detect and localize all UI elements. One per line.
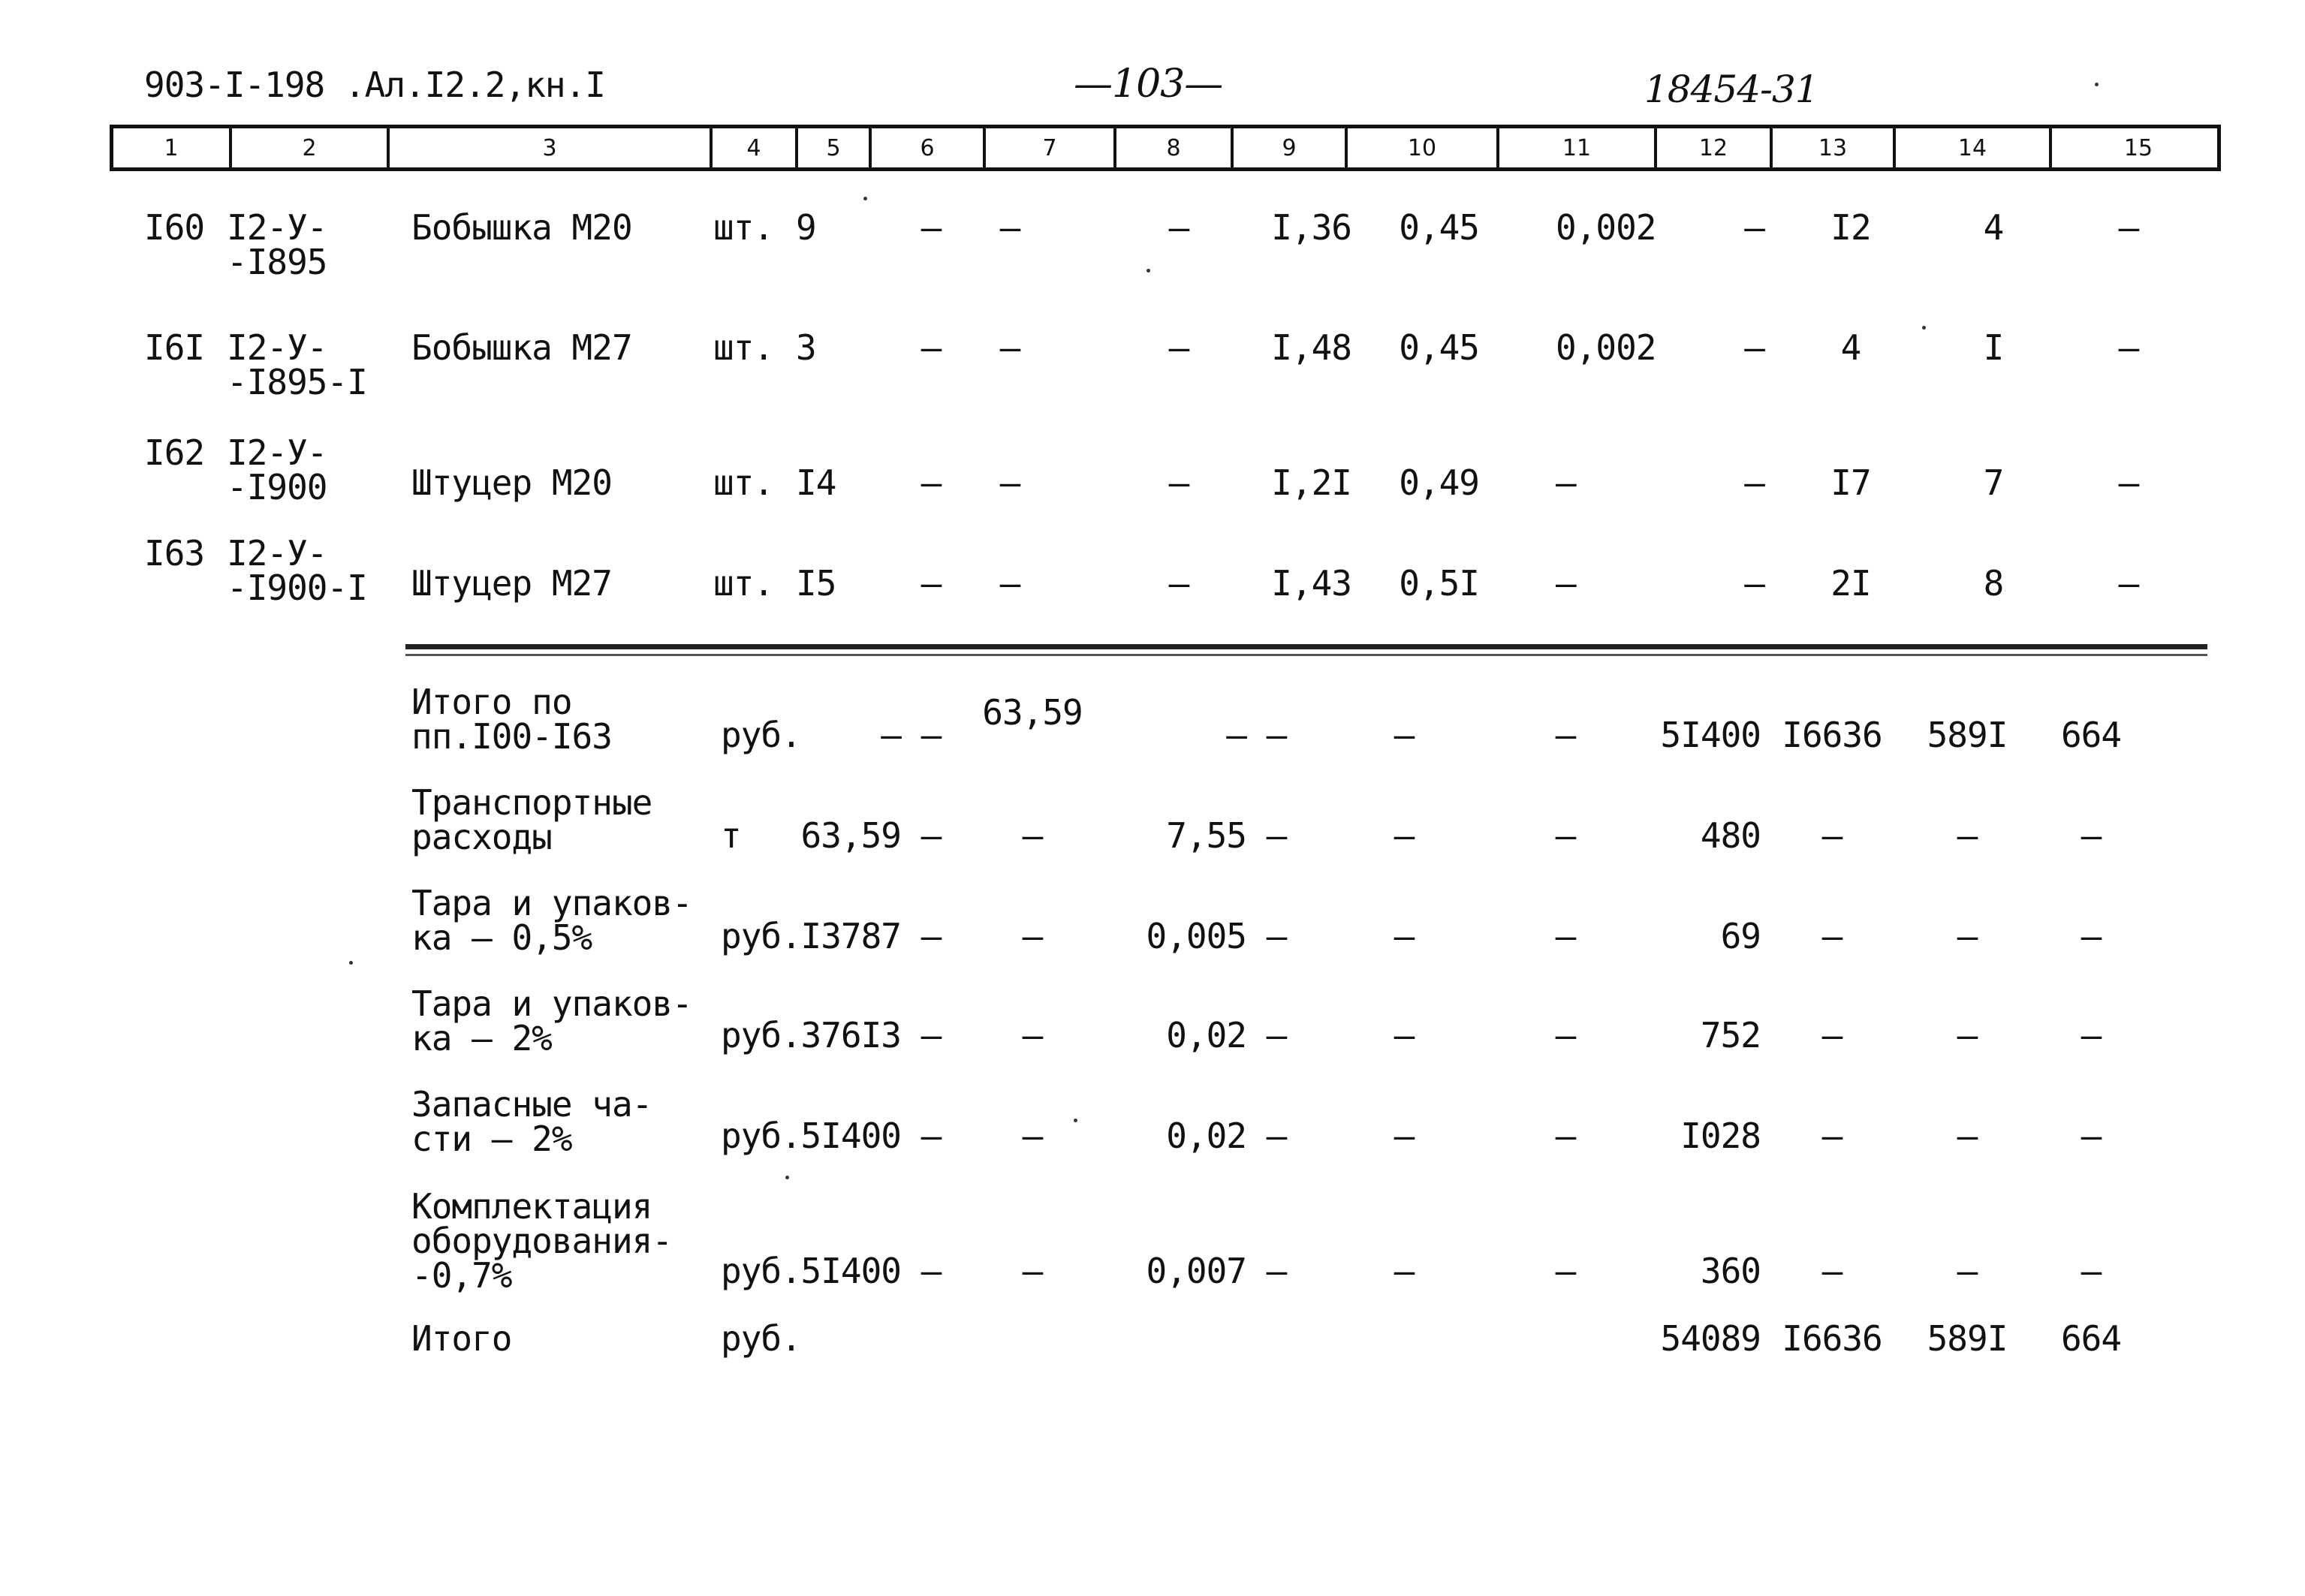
col7-cell: – — [1022, 916, 1043, 956]
quantity-cell: I5 — [796, 563, 836, 604]
col13-cell: 2I — [1830, 563, 1871, 604]
col12-cell: I028 — [1680, 1116, 1761, 1156]
col8-cell: 7,55 — [1166, 815, 1246, 856]
col10-cell: – — [1394, 715, 1415, 755]
item-number: I63 — [144, 533, 205, 574]
col12-cell: 752 — [1700, 1015, 1761, 1055]
item-code: I2-У- -I895 — [227, 207, 327, 282]
col13-cell: I7 — [1830, 462, 1871, 503]
scan-speck — [785, 1176, 789, 1179]
col9-cell: – — [1266, 1015, 1287, 1055]
col10-cell: 0,45 — [1399, 207, 1479, 248]
col7-cell: – — [1022, 1251, 1043, 1291]
summary-name: Тара и упаков- ка – 2% — [411, 983, 692, 1058]
col15-cell: – — [2118, 327, 2139, 368]
col10-cell: – — [1394, 916, 1415, 956]
scan-speck — [1922, 326, 1926, 330]
column-number-14: 14 — [1893, 128, 2049, 167]
col10-cell: 0,45 — [1399, 327, 1479, 368]
column-number-5: 5 — [795, 128, 869, 167]
quantity-cell: I4 — [796, 462, 836, 503]
col10-cell: – — [1394, 1116, 1415, 1156]
col8-cell: – — [1168, 207, 1189, 248]
col12-cell: 54089 — [1660, 1318, 1761, 1359]
column-number-1: 1 — [164, 134, 179, 161]
column-number-10: 10 — [1345, 128, 1496, 167]
unit-cell: руб. — [721, 1251, 801, 1291]
col14-cell: – — [1957, 815, 1978, 856]
col15-cell: – — [2081, 815, 2102, 856]
col15-cell: 664 — [2060, 1318, 2122, 1359]
column-number-6: 6 — [869, 128, 983, 167]
unit-cell: шт. — [713, 207, 774, 248]
column-number-7: 7 — [983, 128, 1113, 167]
section-divider-shadow — [405, 654, 2207, 656]
document-code: 903-I-198 .Ал.I2.2,кн.I — [144, 65, 605, 105]
item-name: Штуцер М20 — [411, 462, 612, 503]
col14-cell: 7 — [1983, 462, 2004, 503]
unit-cell: шт. — [713, 462, 774, 503]
unit-cell: руб. — [721, 1015, 801, 1055]
col8-cell: – — [1168, 462, 1189, 503]
item-number: I62 — [144, 432, 205, 473]
col15-cell: – — [2118, 462, 2139, 503]
col13-cell: – — [1821, 1015, 1842, 1055]
col10-cell: – — [1394, 1015, 1415, 1055]
col14-cell: 589I — [1927, 1318, 2008, 1359]
col13-cell: I2 — [1830, 207, 1871, 248]
col15-cell: – — [2081, 1015, 2102, 1055]
col14-cell: – — [1957, 916, 1978, 956]
col7-cell: – — [1022, 1116, 1043, 1156]
quantity-cell: 63,59 — [800, 815, 901, 856]
col11-cell: – — [1555, 1116, 1576, 1156]
col9-cell: I,48 — [1271, 327, 1351, 368]
column-number-11: 11 — [1496, 128, 1654, 167]
col9-cell: I,36 — [1271, 207, 1351, 248]
summary-name: Тара и упаков- ка – 0,5% — [411, 883, 692, 958]
col6-cell: – — [920, 1251, 942, 1291]
col13-cell: I6636 — [1782, 715, 1882, 755]
col14-cell: – — [1957, 1251, 1978, 1291]
col7-cell: – — [1022, 1015, 1043, 1055]
col11-cell: – — [1556, 462, 1576, 503]
col8-cell: 0,02 — [1166, 1116, 1246, 1156]
col10-cell: 0,5I — [1399, 563, 1479, 604]
col12-cell: – — [1744, 462, 1764, 503]
scan-speck — [863, 197, 867, 200]
col9-cell: – — [1266, 815, 1287, 856]
column-number-12: 12 — [1654, 128, 1770, 167]
column-number-4: 4 — [710, 128, 795, 167]
summary-name: Транспортные расходы — [411, 782, 652, 857]
unit-cell: руб. — [721, 1318, 801, 1359]
col13-cell: – — [1821, 1251, 1842, 1291]
col6-cell: – — [920, 327, 942, 368]
col7-cell: 63,59 — [982, 692, 1083, 733]
scan-speck — [349, 961, 353, 965]
column-number-15: 15 — [2049, 128, 2225, 167]
col13-cell: – — [1821, 916, 1842, 956]
unit-cell: шт. — [713, 327, 774, 368]
col11-cell: 0,002 — [1556, 207, 1656, 248]
col14-cell: I — [1983, 327, 2004, 368]
col7-cell: – — [999, 327, 1020, 368]
col12-cell: 480 — [1700, 815, 1761, 856]
quantity-cell: 5I400 — [800, 1116, 901, 1156]
col14-cell: 8 — [1983, 563, 2004, 604]
item-code: I2-У- -I900-I — [227, 533, 367, 608]
col7-cell: – — [999, 563, 1020, 604]
col14-cell: 589I — [1927, 715, 2008, 755]
col11-cell: 0,002 — [1556, 327, 1656, 368]
col10-cell: – — [1394, 815, 1415, 856]
col9-cell: – — [1266, 1116, 1287, 1156]
unit-cell: руб. — [721, 715, 801, 755]
column-number-3: 3 — [387, 128, 710, 167]
col8-cell: 0,007 — [1146, 1251, 1246, 1291]
section-divider — [405, 644, 2207, 649]
col11-cell: – — [1555, 916, 1576, 956]
column-number-2: 2 — [229, 128, 387, 167]
column-number-8: 8 — [1113, 128, 1231, 167]
col12-cell: 360 — [1700, 1251, 1761, 1291]
col11-cell: – — [1555, 1251, 1576, 1291]
col15-cell: – — [2081, 1116, 2102, 1156]
summary-name: Комплектация оборудования- -0,7% — [411, 1186, 673, 1296]
quantity-cell: I3787 — [800, 916, 901, 956]
col10-cell: – — [1394, 1251, 1415, 1291]
column-number-9: 9 — [1231, 128, 1345, 167]
col8-cell: – — [1168, 327, 1189, 368]
scan-speck — [1074, 1119, 1077, 1122]
col13-cell: 4 — [1840, 327, 1861, 368]
document-number: 18454-31 — [1644, 68, 1818, 111]
summary-name: Итого — [411, 1318, 512, 1359]
col13-cell: I6636 — [1782, 1318, 1882, 1359]
col8-cell: 0,005 — [1146, 916, 1246, 956]
col6-cell: – — [920, 916, 942, 956]
quantity-cell: – — [881, 715, 901, 755]
col7-cell: – — [999, 207, 1020, 248]
col9-cell: I,43 — [1271, 563, 1351, 604]
col15-cell: – — [2081, 1251, 2102, 1291]
column-number-13: 13 — [1770, 128, 1893, 167]
col12-cell: – — [1744, 563, 1764, 604]
item-name: Штуцер М27 — [411, 563, 612, 604]
item-code: I2-У- -I895-I — [227, 327, 367, 402]
col7-cell: – — [999, 462, 1020, 503]
col9-cell: – — [1266, 916, 1287, 956]
col14-cell: – — [1957, 1015, 1978, 1055]
quantity-cell: 5I400 — [800, 1251, 901, 1291]
quantity-cell: 9 — [796, 207, 816, 248]
col11-cell: – — [1556, 563, 1576, 604]
item-code: I2-У- -I900 — [227, 432, 327, 507]
col7-cell: – — [1022, 815, 1043, 856]
col15-cell: – — [2118, 563, 2139, 604]
col6-cell: – — [920, 815, 942, 856]
unit-cell: т — [721, 815, 741, 856]
quantity-cell: 376I3 — [800, 1015, 901, 1055]
col6-cell: – — [920, 1116, 942, 1156]
col15-cell: – — [2081, 916, 2102, 956]
unit-cell: руб. — [721, 916, 801, 956]
col11-cell: – — [1555, 715, 1576, 755]
item-number: I6I — [144, 327, 205, 368]
col6-cell: – — [920, 462, 942, 503]
item-name: Бобышка М20 — [411, 207, 632, 248]
col14-cell: 4 — [1983, 207, 2004, 248]
col6-cell: – — [920, 715, 942, 755]
quantity-cell: 3 — [796, 327, 816, 368]
col6-cell: – — [920, 563, 942, 604]
col6-cell: – — [920, 1015, 942, 1055]
item-name: Бобышка М27 — [411, 327, 632, 368]
col12-cell: 5I400 — [1660, 715, 1761, 755]
col8-cell: – — [1226, 715, 1246, 755]
col11-cell: – — [1555, 1015, 1576, 1055]
col8-cell: 0,02 — [1166, 1015, 1246, 1055]
col9-cell: – — [1266, 715, 1287, 755]
col13-cell: – — [1821, 815, 1842, 856]
scan-speck — [1146, 269, 1150, 273]
col15-cell: – — [2118, 207, 2139, 248]
col15-cell: 664 — [2060, 715, 2122, 755]
col12-cell: – — [1744, 207, 1764, 248]
col13-cell: – — [1821, 1116, 1842, 1156]
col11-cell: – — [1555, 815, 1576, 856]
scan-speck — [2095, 83, 2099, 86]
col8-cell: – — [1168, 563, 1189, 604]
col14-cell: – — [1957, 1116, 1978, 1156]
col10-cell: 0,49 — [1399, 462, 1479, 503]
col6-cell: – — [920, 207, 942, 248]
col12-cell: – — [1744, 327, 1764, 368]
item-number: I60 — [144, 207, 205, 248]
summary-name: Запасные ча- сти – 2% — [411, 1084, 652, 1159]
summary-name: Итого по пп.I00-I63 — [411, 682, 612, 757]
col9-cell: – — [1266, 1251, 1287, 1291]
col9-cell: I,2I — [1271, 462, 1351, 503]
column-number-header — [110, 125, 2221, 171]
unit-cell: руб. — [721, 1116, 801, 1156]
page-number: —103— — [1074, 62, 1223, 107]
col12-cell: 69 — [1720, 916, 1761, 956]
unit-cell: шт. — [713, 563, 774, 604]
